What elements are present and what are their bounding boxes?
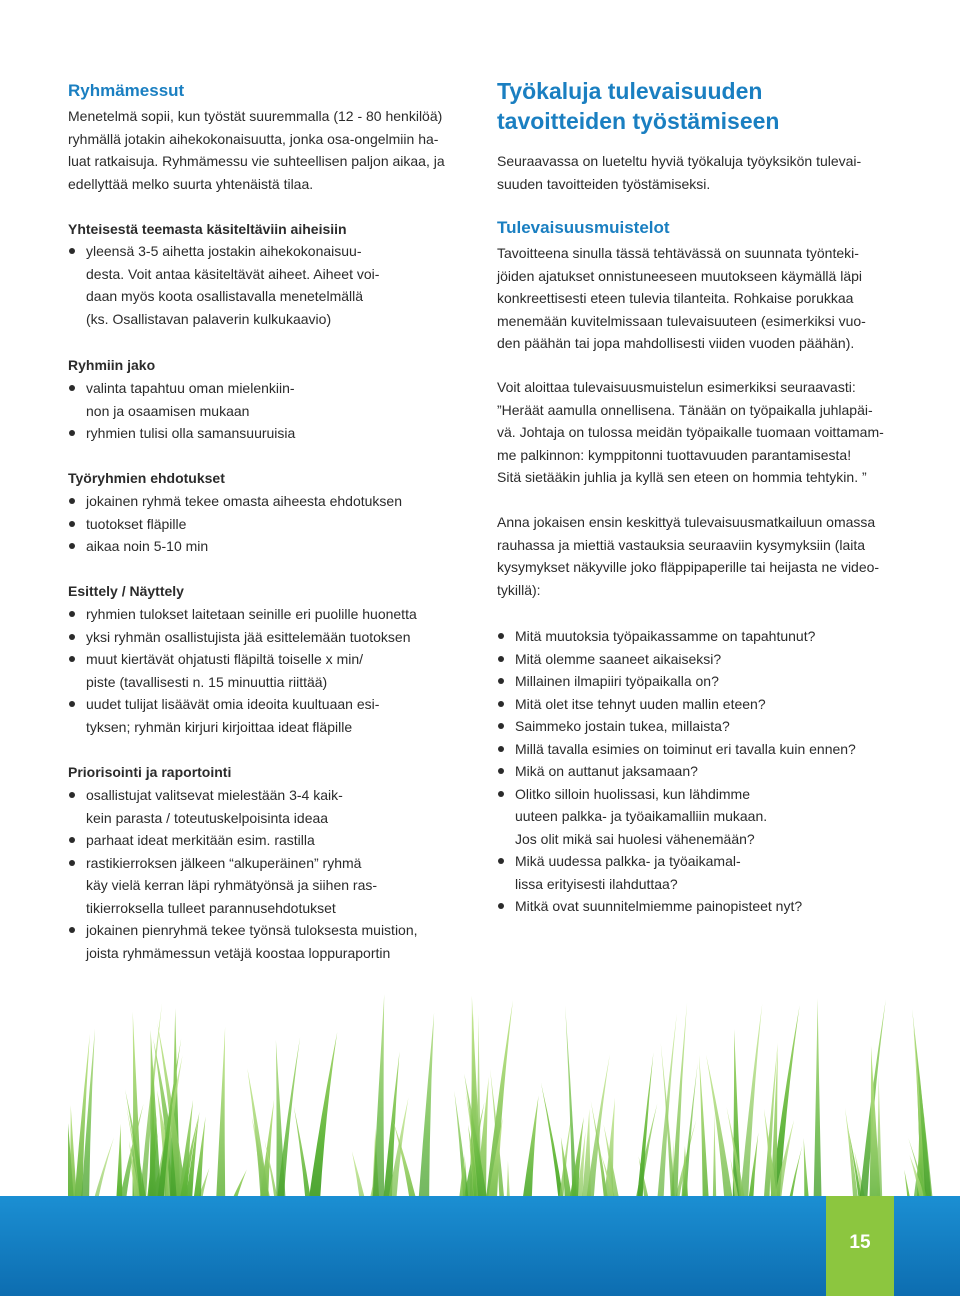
list-item-line: tikierroksella tulleet parannusehdotukset [86, 899, 336, 916]
intro-line: ryhmällä jotakin aihekokonaisuutta, jonka osa-ongelmiin ha- [68, 130, 439, 147]
list-item-line: Mikä uudessa palkka- ja työaikamal- [515, 853, 741, 869]
list-item-line: Millainen ilmapiiri työpaikalla on? [515, 673, 719, 689]
list-item-line: Olitko silloin huolissasi, kun lähdimme [515, 785, 750, 802]
list-item [68, 513, 478, 536]
paragraph-line: jöiden ajatukset onnistuneeseen muutokseen käymällä läpi [497, 267, 863, 284]
list-item-line: Mikä on auttanut jaksamaan? [515, 763, 698, 779]
ryhmamessut-intro [68, 105, 478, 195]
list-item [68, 240, 428, 330]
paragraph-line: tykillä): [497, 581, 541, 598]
paragraph-line: vä. Johtaja on tulossa meidän työpaikalle tuomaan voittamam- [497, 424, 884, 440]
list-item-line: ryhmien tulokset laitetaan seinille eri puolille huonetta [86, 606, 417, 622]
paragraph-line: rauhassa ja miettiä vastauksia seuraaviin kysymyksiin (laita [497, 536, 866, 553]
list-item-line: osallistujat valitsevat mielestään 3-4 kaik- [86, 787, 343, 803]
list-item-line: aikaa noin 5-10 min [86, 538, 209, 554]
list-item-line: Saimmeko jostain tukea, millaista? [515, 718, 730, 734]
intro-line: suuden tavoitteiden työstämiseksi. [497, 175, 711, 192]
intro-line: Menetelmä sopii, kun työstät suuremmalla (12 - 80 henkilöä) [68, 108, 443, 124]
list-item [68, 422, 448, 445]
list-item-line: yksi ryhmän osallistujista jää esittelemään tuotoksen [86, 628, 411, 645]
tyoryhmien-heading: Työryhmien ehdotukset [68, 470, 225, 486]
list-item [497, 715, 893, 738]
list-item [497, 738, 893, 761]
ryhmiin-jako-heading: Ryhmiin jako [68, 357, 156, 373]
muistelot-paragraph-1 [497, 242, 893, 355]
muistelot-paragraph-2 [497, 376, 893, 489]
paragraph-line: me palkinnon: kymppitonni tuottavuuden parantamisesta! [497, 446, 852, 463]
title-line: Työkaluja tulevaisuuden [497, 78, 763, 104]
list-item-line: parhaat ideat merkitään esim. rastilla [86, 832, 315, 848]
list-item-line: Mitä olet itse tehnyt uuden mallin eteen? [515, 695, 766, 712]
ryhmiin-jako-list [68, 377, 448, 445]
paragraph-line: menemään kuvitelmissaan tulevaisuuteen (esimerkiksi vuo- [497, 312, 866, 329]
page-number-badge [826, 1196, 894, 1296]
list-item-line: jokainen pienryhmä tekee työnsä tuloksesta muistion, [86, 922, 418, 938]
list-item [497, 625, 893, 648]
paragraph-line: den päähän tai jopa mahdollisesti viiden vuoden päähän). [497, 335, 855, 351]
list-item-line: Mitkä ovat suunnitelmiemme painopisteet nyt? [515, 898, 803, 914]
list-item [68, 535, 478, 558]
title-line: tavoitteiden työstämiseen [497, 108, 780, 134]
list-item [68, 919, 478, 964]
intro-line: luat ratkaisuja. Ryhmämessu vie suhteellisen paljon aikaa, ja [68, 153, 445, 169]
paragraph-line: Anna jokaisen ensin keskittyä tulevaisuusmatkailuun omassa [497, 514, 876, 530]
list-item [68, 603, 478, 626]
paragraph-line: Tavoitteena sinulla tässä tehtävässä on suunnata työnteki- [497, 245, 859, 261]
list-item-line: Millä tavalla esimies on toiminut eri tavalla kuin ennen? [515, 740, 856, 757]
muistelot-paragraph-3 [497, 511, 893, 601]
list-item [68, 829, 478, 852]
list-item [497, 760, 893, 783]
paragraph-line: kysymykset näkyville joko fläppipaperille tai heijasta ne video- [497, 559, 880, 575]
ryhmamessut-title: Ryhmämessut [68, 81, 185, 100]
list-item-line: non ja osaamisen mukaan [86, 402, 250, 419]
list-item-line: piste (tavallisesti n. 15 minuuttia riittää) [86, 673, 328, 690]
esittely-heading: Esittely / Näyttely [68, 583, 184, 599]
list-item [497, 670, 893, 693]
priorisointi-list [68, 784, 478, 964]
list-item [497, 850, 893, 895]
list-item-line: yleensä 3-5 aihetta jostakin aihekokonaisuu- [86, 243, 362, 259]
intro-line: Seuraavassa on lueteltu hyviä työkaluja työyksikön tulevai- [497, 153, 862, 169]
page-number: 15 [849, 1232, 871, 1253]
list-item [68, 648, 478, 693]
muistelot-title: Tulevaisuusmuistelot [497, 218, 670, 237]
list-item-line: kein parasta / toteutuskelpoisinta ideaa [86, 809, 329, 826]
list-item-line: jokainen ryhmä tekee omasta aiheesta ehdotuksen [86, 493, 402, 509]
list-item [497, 895, 893, 918]
list-item-line: Mitä muutoksia työpaikassamme on tapahtunut? [515, 628, 816, 644]
list-item [68, 377, 448, 422]
esittely-list [68, 603, 478, 738]
list-item-line: lissa erityisesti ilahduttaa? [515, 875, 678, 892]
list-item [68, 626, 478, 649]
list-item-line: muut kiertävät ohjatusti fläpiltä toiselle x min/ [86, 651, 364, 667]
list-item-line: tuotokset fläpille [86, 515, 187, 532]
list-item-line: (ks. Osallistavan palaverin kulkukaavio) [86, 310, 332, 327]
list-item-line: tyksen; ryhmän kirjuri kirjoittaa ideat fläpille [86, 718, 353, 735]
list-item-line: valinta tapahtuu oman mielenkiin- [86, 380, 295, 396]
list-item-line: daan myös koota osallistavalla menetelmällä [86, 288, 364, 304]
list-item-line: Mitä olemme saaneet aikaiseksi? [515, 650, 722, 667]
paragraph-line: konkreettisesti eteen tulevia tilanteita. Rohkaise porukkaa [497, 290, 854, 306]
tyoryhmien-list [68, 490, 478, 558]
footer-band [0, 1196, 960, 1296]
paragraph-line: Voit aloittaa tulevaisuusmuistelun esimerkiksi seuraavasti: [497, 379, 856, 395]
paragraph-line: ”Heräät aamulla onnellisena. Tänään on työpaikalla juhlapäi- [497, 401, 873, 418]
list-item-line: käy vielä kerran läpi ryhmätyönsä ja siihen ras- [86, 877, 378, 893]
list-item-line: joista ryhmämessun vetäjä koostaa loppuraportin [86, 944, 391, 961]
list-item-line: rastikierroksen jälkeen “alkuperäinen” ryhmä [86, 854, 362, 871]
intro-text [497, 150, 893, 195]
page-title [497, 76, 779, 136]
yhteisesta-list [68, 240, 428, 330]
questions-list [497, 625, 893, 918]
list-item [68, 490, 478, 513]
list-item-line: uuteen palkka- ja työaikamalliin mukaan. [515, 808, 768, 824]
list-item-line: uudet tulijat lisäävät omia ideoita kuultuaan esi- [86, 696, 380, 712]
list-item [68, 852, 478, 920]
list-item [68, 784, 478, 829]
list-item [497, 693, 893, 716]
list-item-line: ryhmien tulisi olla samansuuruisia [86, 425, 296, 441]
yhteisesta-heading: Yhteisestä teemasta käsiteltäviin aiheisiin [68, 221, 347, 237]
list-item [497, 648, 893, 671]
list-item-line: desta. Voit antaa käsiteltävät aiheet. Aiheet voi- [86, 265, 380, 282]
paragraph-line: Sitä sietääkin juhlia ja kyllä sen eteen on hommia tehtykin. ” [497, 469, 867, 485]
intro-line: edellyttää melko suurta yhtenäistä tilaa. [68, 175, 314, 192]
list-item-line: Jos olit mikä sai huolesi vähenemään? [515, 830, 755, 847]
list-item [68, 693, 478, 738]
list-item [497, 783, 893, 851]
priorisointi-heading: Priorisointi ja raportointi [68, 764, 232, 780]
